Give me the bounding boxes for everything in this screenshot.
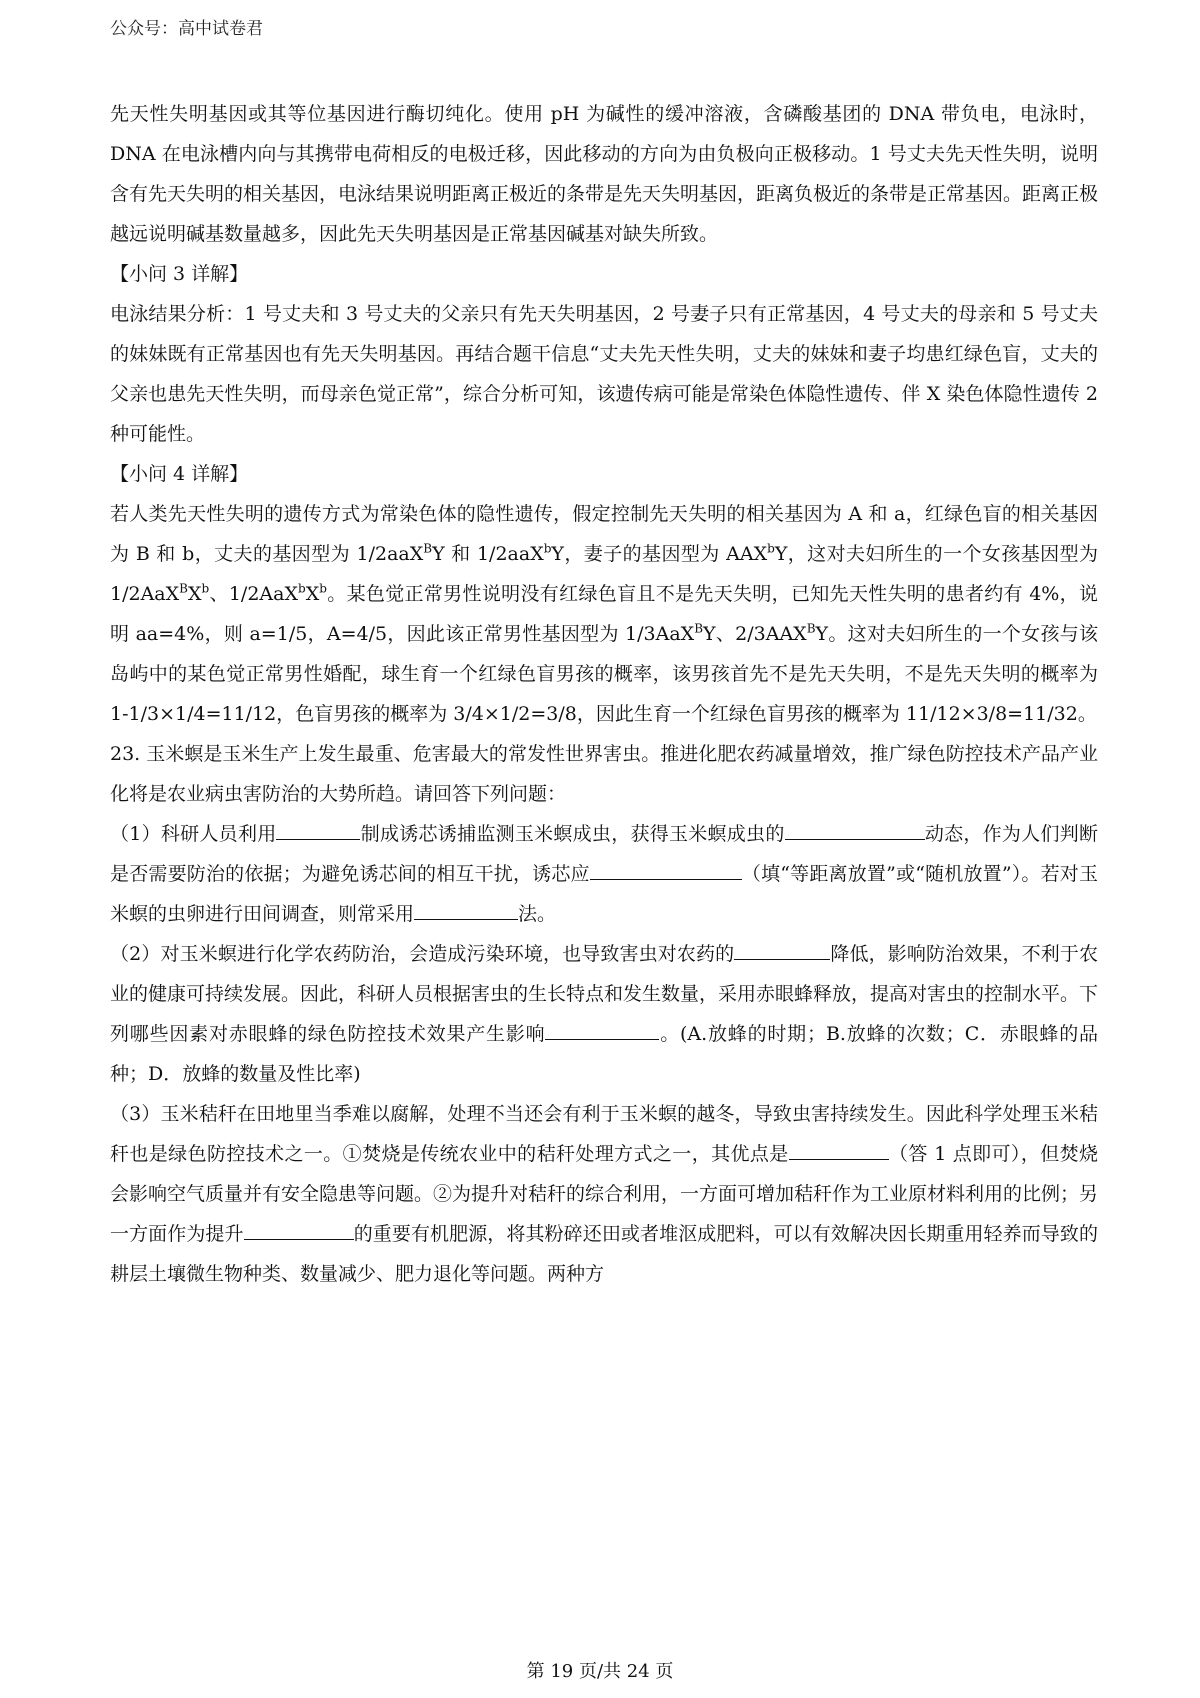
answer-blank[interactable] bbox=[545, 1021, 659, 1040]
answer-blank[interactable] bbox=[789, 1141, 889, 1160]
page-number: 第 19 页/共 24 页 bbox=[526, 1661, 674, 1682]
text-run: （答 1 点即可），但焚烧会影响空气质量并有安全隐患等问题。②为提升对秸秆的综合利用，一方面可增加秸秆作为工业原材料利用的比例；另一方面作为提升 bbox=[110, 1143, 1099, 1245]
text-run: （3）玉米秸秆在田地里当季难以腐解，处理不当还会有利于玉米螟的越冬，导致虫害持续发生。因此科学处理玉米秸秆也是绿色防控技术之一。①焚烧是传统农业中的秸秆处理方式之一，其优点是 bbox=[110, 1103, 1098, 1165]
superscript: b bbox=[201, 581, 210, 596]
superscript: b bbox=[767, 541, 775, 556]
superscript: B bbox=[806, 621, 816, 636]
answer-paragraph-q3: 电泳结果分析：1 号丈夫和 3 号丈夫的父亲只有先天失明基因，2 号妻子只有正常基因，4 号丈夫的母亲和 5 号丈夫的妹妹既有正常基因也有先天失明基因。再结合题干信息“丈夫先天性失明，丈夫的妹妹和妻子均患红绿色盲，丈夫的父亲也患先天性失明，而母亲色觉正常”，综合分析可知，该遗传病可能是常染色体隐性遗传、伴 X 染色体隐性遗传 2 种可能性。 bbox=[110, 303, 1098, 445]
page-content bbox=[110, 94, 1098, 1294]
text-run: （填“等距离放置”或“随机放置”）。若对玉米螟的虫卵进行田间调查，则常采用 bbox=[110, 863, 1098, 925]
superscript: b bbox=[543, 541, 552, 556]
page-header-source: 公众号：高中试卷君 bbox=[110, 19, 263, 39]
text-run: （2）对玉米螟进行化学农药防治，会造成污染环境，也导致害虫对农药的 bbox=[110, 943, 735, 965]
answer-blank[interactable] bbox=[276, 821, 360, 840]
text-run: 法。 bbox=[518, 903, 557, 925]
answer-blank[interactable] bbox=[244, 1221, 354, 1240]
text-run: X bbox=[305, 583, 320, 605]
answer-blank[interactable] bbox=[734, 941, 830, 960]
text-run: X bbox=[187, 583, 202, 605]
superscript: B bbox=[423, 541, 433, 556]
text-run: 。某色觉正常男性说明没有红绿色盲且不是先天失明，已知先天性失明的患者约有 4%，说明 aa=4%，则 a=1/5，A=4/5，因此该正常男性基因型为 1/3AaX bbox=[110, 583, 1099, 645]
text-run: Y，这对夫妇所生的一个女孩基因型为 1/2AaX bbox=[110, 543, 1098, 605]
text-run: Y。这对夫妇所生的一个女孩与该岛屿中的某色觉正常男性婚配，球生育一个红绿色盲男孩的概率，该男孩首先不是先天失明，不是先天失明的概率为 1-1/3×1/4=11/12，色盲男孩的概率为 3/4×1/2=3/8，因此生育一个红绿色盲男孩的概率为 11/12×3/8=11/32。 bbox=[110, 623, 1099, 725]
superscript: B bbox=[694, 621, 704, 636]
text-run: 若人类先天性失明的遗传方式为常染色体的隐性遗传，假定控制先天失明的相关基因为 A 和 a，红绿色盲的相关基因为 B 和 b，丈夫的基因型为 1/2aaX bbox=[110, 503, 1098, 565]
section-title-q4: 【小问 4 详解】 bbox=[110, 463, 249, 485]
superscript: B bbox=[179, 581, 188, 596]
question-23-part-1 bbox=[110, 814, 1098, 934]
text-run: 、1/2AaX bbox=[209, 583, 299, 605]
superscript: b bbox=[319, 581, 327, 596]
text-run: （1）科研人员利用 bbox=[110, 823, 277, 845]
question-23-part-2 bbox=[110, 934, 1098, 1094]
answer-blank[interactable] bbox=[590, 861, 742, 880]
text-run: 制成诱芯诱捕监测玉米螟成虫，获得玉米螟成虫的 bbox=[360, 823, 785, 845]
question-23-part-3 bbox=[110, 1094, 1098, 1294]
answer-paragraph-q4 bbox=[110, 494, 1098, 734]
superscript: b bbox=[298, 581, 306, 596]
answer-blank[interactable] bbox=[414, 901, 518, 920]
text-run: Y、2/3AAX bbox=[703, 623, 807, 645]
answer-paragraph-intro: 先天性失明基因或其等位基因进行酶切纯化。使用 pH 为碱性的缓冲溶液，含磷酸基团的 DNA 带负电，电泳时，DNA 在电泳槽内向与其携带电荷相反的电极迁移，因此移动的方向为由负极向正极移动。1 号丈夫先天性失明，说明含有先天失明的相关基因，电泳结果说明距离正极近的条带是先天失明基因，距离负极近的条带是正常基因。距离正极越远说明碱基数量越多，因此先天失明基因是正常基因碱基对缺失所致。 bbox=[110, 103, 1099, 245]
text-run: 降低，影响防治效果，不利于农业的健康可持续发展。因此，科研人员根据害虫的生长特点和发生数量，采用赤眼蜂释放，提高对害虫的控制水平。下列哪些因素对赤眼蜂的绿色防控技术效果产生影响 bbox=[110, 943, 1099, 1045]
text-run: Y，妻子的基因型为 AAX bbox=[551, 543, 768, 565]
question-23-stem: 23. 玉米螟是玉米生产上发生最重、危害最大的常发性世界害虫。推进化肥农药减量增效，推广绿色防控技术产品产业化将是农业病虫害防治的大势所趋。请回答下列问题： bbox=[110, 743, 1098, 805]
section-title-q3: 【小问 3 详解】 bbox=[110, 263, 249, 285]
text-run: 。(A.放蜂的时期；B.放蜂的次数；C．赤眼蜂的品种；D．放蜂的数量及性比率) bbox=[110, 1023, 1098, 1085]
text-run: 的重要有机肥源，将其粉碎还田或者堆沤成肥料，可以有效解决因长期重用轻养而导致的耕层土壤微生物种类、数量减少、肥力退化等问题。两种方 bbox=[110, 1223, 1098, 1285]
answer-blank[interactable] bbox=[785, 821, 925, 840]
text-run: 动态，作为人们判断是否需要防治的依据；为避免诱芯间的相互干扰，诱芯应 bbox=[110, 823, 1098, 885]
text-run: Y 和 1/2aaX bbox=[432, 543, 544, 565]
